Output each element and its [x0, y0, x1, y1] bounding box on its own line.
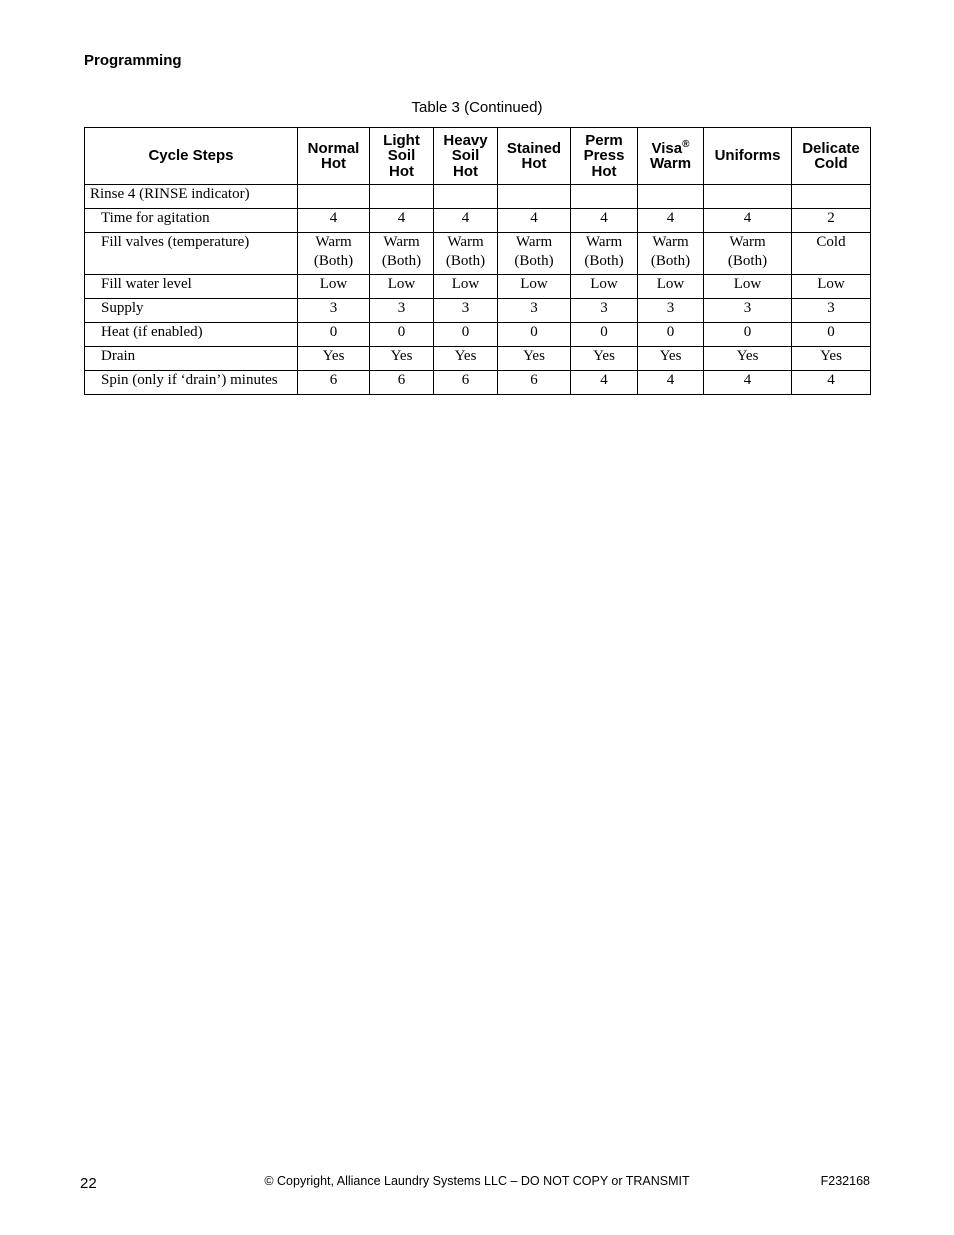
table-cell: [792, 185, 871, 209]
column-header-line: Hot: [521, 155, 547, 172]
table-cell: Low: [638, 275, 704, 299]
table-cell: 4: [498, 209, 571, 233]
cell-line: Warm: [515, 234, 553, 250]
cell-line: (Both): [445, 253, 486, 269]
table-cell: [434, 233, 498, 275]
table-cell: Low: [434, 275, 498, 299]
table-cell: 3: [298, 299, 370, 323]
table-cell: 4: [638, 371, 704, 395]
table-cell: Yes: [638, 347, 704, 371]
table-cell: 4: [571, 209, 638, 233]
table-cell: 0: [498, 323, 571, 347]
table-cell: 4: [571, 371, 638, 395]
table-cell: [638, 185, 704, 209]
table-cell: Yes: [298, 347, 370, 371]
table-cell: 3: [704, 299, 792, 323]
column-header-line: Light: [383, 131, 420, 149]
column-header-line: Hot: [453, 162, 478, 180]
table-cell: 6: [434, 371, 498, 395]
cycle-step-label: Drain: [85, 347, 298, 371]
table-cell: [571, 185, 638, 209]
table-cell: 4: [370, 209, 434, 233]
table-row: [85, 275, 871, 299]
column-header-line: Stained: [506, 139, 562, 157]
cycle-step-label: Heat (if enabled): [85, 323, 298, 347]
table-cell: [434, 185, 498, 209]
column-header: [792, 128, 871, 185]
table-cell: [571, 233, 638, 275]
cell-line: Cold: [816, 234, 846, 250]
table-row: [85, 371, 871, 395]
column-header-line: Soil: [387, 147, 416, 165]
cell-line: Warm: [383, 234, 420, 250]
column-header-line: Uniforms: [714, 147, 781, 165]
table-row: [85, 233, 871, 275]
column-header-line: Delicate: [802, 139, 860, 157]
table-cell: 3: [792, 299, 871, 323]
table-cell: Low: [704, 275, 792, 299]
table-cell: 4: [704, 371, 792, 395]
table-cell: 6: [370, 371, 434, 395]
table-cell: 3: [498, 299, 571, 323]
table-header-row: [85, 128, 871, 185]
table-cell: 0: [792, 323, 871, 347]
table-cell: [498, 233, 571, 275]
table-cell: [498, 185, 571, 209]
table-row: [85, 185, 871, 209]
table-cell: 0: [638, 323, 704, 347]
table-cell: Yes: [434, 347, 498, 371]
table-cell: 0: [704, 323, 792, 347]
table-caption: Table 3 (Continued): [411, 99, 543, 116]
registered-mark: ®: [682, 138, 690, 150]
section-title: Programming: [84, 52, 182, 69]
column-header-text: Visa: [651, 139, 683, 157]
table-cell: [792, 233, 871, 275]
table-row: [85, 209, 871, 233]
column-header-line: Perm: [585, 131, 623, 149]
table-cell: [298, 233, 370, 275]
table-cell: 4: [792, 371, 871, 395]
column-header: [571, 128, 638, 185]
cycle-step-label: Fill water level: [85, 275, 298, 299]
cell-line: (Both): [727, 253, 768, 269]
cell-line: Warm: [315, 234, 352, 250]
table-cell: 2: [792, 209, 871, 233]
table-cell: Low: [298, 275, 370, 299]
table-row: [85, 323, 871, 347]
column-header-line: Hot: [321, 155, 346, 172]
table-cell: [370, 185, 434, 209]
cell-line: Warm: [729, 234, 766, 250]
table-row: [85, 299, 871, 323]
cycle-group-label: Rinse 4 (RINSE indicator): [85, 185, 298, 209]
cycle-step-label: Fill valves (temperature): [85, 233, 298, 275]
table-cell: 4: [298, 209, 370, 233]
table-cell: 4: [434, 209, 498, 233]
cell-line: (Both): [650, 253, 691, 269]
column-header: [298, 128, 370, 185]
table-cell: Low: [792, 275, 871, 299]
table-cell: Low: [498, 275, 571, 299]
column-header: [498, 128, 571, 185]
cycle-step-label: Time for agitation: [85, 209, 298, 233]
table-cell: [298, 185, 370, 209]
cycle-steps-table: [84, 127, 871, 395]
table-cell: 0: [571, 323, 638, 347]
cell-line: Warm: [652, 234, 689, 250]
table-cell: 0: [434, 323, 498, 347]
table-cell: 3: [370, 299, 434, 323]
table-cell: 6: [498, 371, 571, 395]
column-header-line: Heavy: [443, 131, 488, 149]
document-id: F232168: [820, 1174, 870, 1188]
column-header: [85, 128, 298, 185]
table-cell: Yes: [571, 347, 638, 371]
column-header-line: Cycle Steps: [148, 147, 234, 165]
column-header-line: [640, 138, 701, 157]
column-header-line: Warm: [649, 155, 692, 172]
table-cell: Low: [370, 275, 434, 299]
column-header: [638, 128, 704, 185]
table-cell: Yes: [704, 347, 792, 371]
table-cell: 4: [638, 209, 704, 233]
table-cell: [704, 233, 792, 275]
table-cell: 4: [704, 209, 792, 233]
table-cell: 3: [434, 299, 498, 323]
cell-line: (Both): [381, 253, 422, 269]
column-header-line: Soil: [451, 147, 480, 165]
table-cell: Yes: [498, 347, 571, 371]
table-cell: [370, 233, 434, 275]
cell-line: (Both): [313, 253, 354, 269]
cycle-step-label: Spin (only if ‘drain’) minutes: [85, 371, 298, 395]
column-header-line: Hot: [591, 162, 617, 180]
column-header-line: Hot: [389, 162, 414, 180]
page-number: 22: [80, 1175, 97, 1192]
table-cell: [704, 185, 792, 209]
cycle-step-label: Supply: [85, 299, 298, 323]
cell-line: Warm: [585, 234, 623, 250]
table-cell: 3: [571, 299, 638, 323]
column-header: [434, 128, 498, 185]
column-header: [704, 128, 792, 185]
cell-line: (Both): [514, 253, 554, 269]
table-cell: 0: [298, 323, 370, 347]
table-cell: 3: [638, 299, 704, 323]
cell-line: (Both): [584, 253, 624, 269]
column-header-line: Cold: [814, 155, 848, 172]
table-cell: 6: [298, 371, 370, 395]
copyright-notice: © Copyright, Alliance Laundry Systems LLC – DO NOT COPY or TRANSMIT: [264, 1174, 690, 1188]
table-row: [85, 347, 871, 371]
cell-line: Warm: [447, 234, 484, 250]
table-cell: 0: [370, 323, 434, 347]
table-cell: Low: [571, 275, 638, 299]
table-cell: [638, 233, 704, 275]
column-header-line: Normal: [307, 139, 360, 157]
table-cell: Yes: [370, 347, 434, 371]
table-body: [85, 185, 871, 395]
column-header-line: Press: [583, 147, 625, 165]
table-cell: Yes: [792, 347, 871, 371]
column-header: [370, 128, 434, 185]
